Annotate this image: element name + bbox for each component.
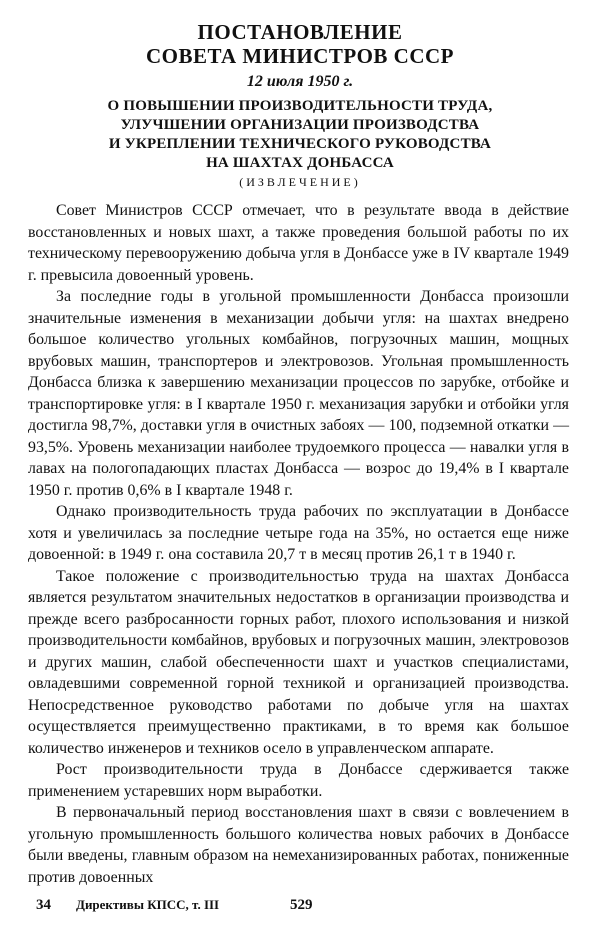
sheet-number: 34 xyxy=(36,897,51,913)
paragraph: Рост производительности труда в Донбассе сдерживается также применением устаревших норм выработки. xyxy=(28,761,569,800)
decree-subtitle-line: И УКРЕПЛЕНИИ ТЕХНИЧЕСКОГО РУКОВОДСТВА xyxy=(108,136,492,152)
page-number: 529 xyxy=(290,897,313,913)
decree-subtitle-line: НА ШАХТАХ ДОНБАССА xyxy=(206,155,394,171)
decree-title-line: СОВЕТА МИНИСТРОВ СССР xyxy=(145,44,454,68)
paragraph: За последние годы в угольной промышленности Донбасса произошли значительные изменения в механизации добычи угля: на шахтах внедрено большое количество угольных комбайнов, погрузочных машин, мощных врубовых машин, транспортеров и электровозов. Угольная промышленность Донбасса близка к завершению механизации процессов по зарубке, отбойке и транспортировке угля: в I квартале 1950 г. механизация зарубки и отбойки угля достигла 98,7%, доставки угля в очистных забоях — 100, подземной откатки — 93,5%. Уровень механизации наиболее трудоемкого процесса — навалки угля в лавах на пологопадающих пластах Донбасса — возрос до 19,4% в I квартале 1950 г. против 0,6% в I квартале 1948 г. xyxy=(28,288,569,499)
decree-subtitle-line: УЛУЧШЕНИИ ОРГАНИЗАЦИИ ПРОИЗВОДСТВА xyxy=(120,117,480,133)
decree-subtitle-line: О ПОВЫШЕНИИ ПРОИЗВОДИТЕЛЬНОСТИ ТРУДА, xyxy=(107,98,493,114)
paragraph: Однако производительность труда рабочих по эксплуатации в Донбассе хотя и увеличилась за последние четыре года на 35%, но остается еще ниже довоенной: в 1949 г. она составила 20,7 т в месяц против 26,1 т в 1940 г. xyxy=(28,503,569,563)
body-text xyxy=(28,200,569,888)
excerpt-note: (ИЗВЛЕЧЕНИЕ) xyxy=(239,175,361,189)
source-reference: Директивы КПСС, т. III xyxy=(76,897,220,912)
paragraph: Такое положение с производительностью труда на шахтах Донбасса является результатом значительных недостатков в организации производства и прежде всего разбросанности горных работ, плохого использования и низкой производительности комбайнов, врубовых и погрузочных машин, электровозов и других машин, слабой обеспеченности шахт и участков специалистами, овладевшими современной горной техникой и организацией производства. Непосредственное руководство работами по добыче угля на шахтах осуществляется преимущественно практиками, в то время как большое количество инженеров и техников осело в управленческом аппарате. xyxy=(28,567,569,757)
page-footer xyxy=(28,897,569,919)
decree-title xyxy=(70,20,530,68)
paragraph: Совет Министров СССР отмечает, что в результате ввода в действие восстановленных и новых шахт, а также проведения большой работы по их техническому перевооружению добыча угля в Донбассе уже в IV квартале 1949 г. превысила довоенный уровень. xyxy=(28,202,569,284)
paragraph: В первоначальный период восстановления шахт в связи с вовлечением в угольную промышленность большого количества новых рабочих в Донбассе были введены, главным образом на немеханизированных работах, пониженные против довоенных xyxy=(28,804,569,886)
decree-subtitle xyxy=(70,97,530,173)
decree-date: 12 июля 1950 г. xyxy=(246,73,354,90)
decree-title-line: ПОСТАНОВЛЕНИЕ xyxy=(197,20,403,44)
